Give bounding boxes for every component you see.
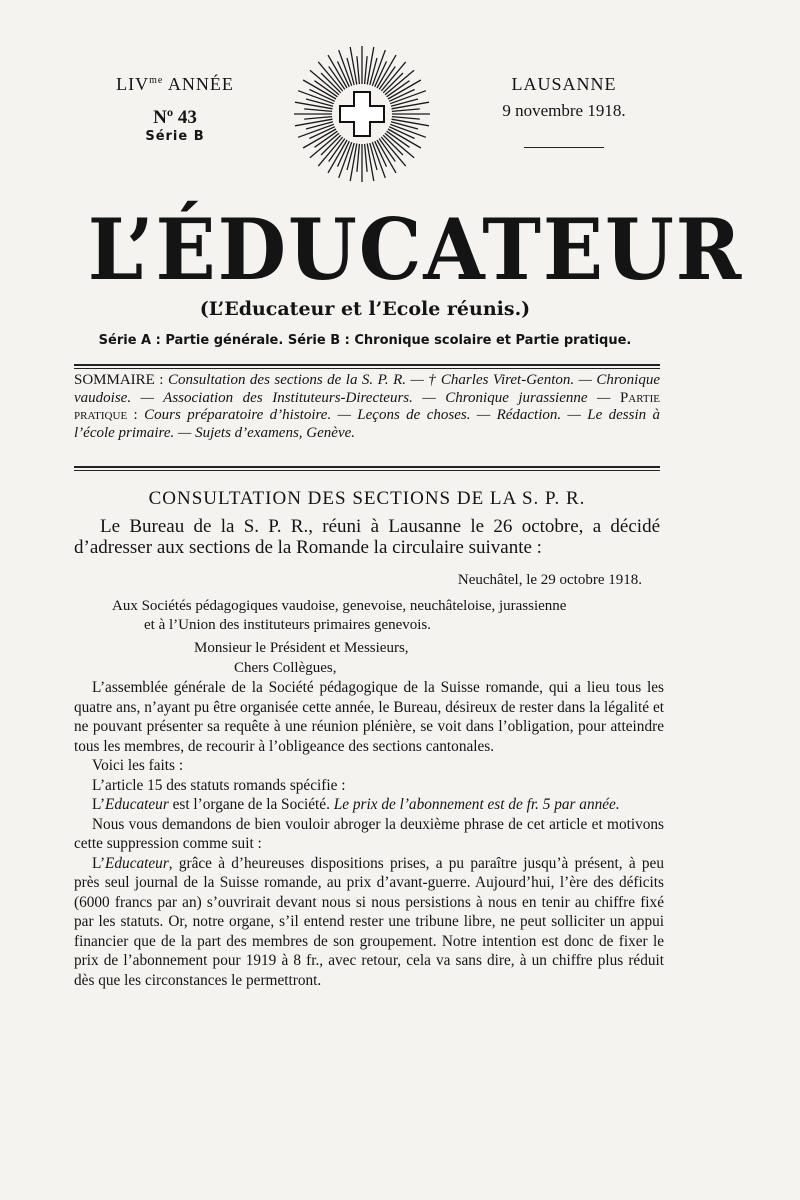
text-quote: Le prix de l’abonnement est de fr. 5 par année. [333, 796, 620, 813]
text: , grâce à d’heureuses dispositions prises, a pu paraître jusqu’à présent, à peu près seul journal de la Suisse romande, au prix d’avant-guerre. Aujourd’hui, l’ère des déficits (6000 francs par an) s’ouvrirait devant nous si nous persistions à nous en tenir au chiffre fixé par les statuts. Or, notre organe, s’il entend rester une tribune libre, ne peut solliciter un appui financier que de la part des membres de son groupement. Notre intention est donc de fixer le prix de l’abonnement pour 1919 à 8 fr., avec retour, cela va sans dire, à un chiffre plus réduit dès que les circonstances le permettront. [74, 854, 664, 989]
sommaire-partie-pratique: Partie pratique : [74, 389, 661, 423]
city: LAUSANNE [511, 74, 617, 94]
date-rule [524, 147, 604, 148]
addressee-line-1: Aux Sociétés pédagogiques vaudoise, genevoise, neuchâteloise, jurassienne [112, 598, 567, 614]
salutation-line-2: Chers Collègues, [234, 659, 337, 676]
sommaire-label: SOMMAIRE : [74, 372, 164, 388]
paragraph [74, 854, 664, 991]
paragraph: Nous vous demandons de bien vouloir abroger la deuxième phrase de cet article et motivons cette suppression comme suit : [74, 815, 664, 852]
letter-body [74, 678, 664, 990]
year-word: ANNÉE [167, 74, 234, 94]
text-educateur: Educateur [105, 796, 169, 813]
series-description: Série A : Partie générale. Série B : Chronique scolaire et Partie pratique. [98, 333, 632, 348]
letter-place-date: Neuchâtel, le 29 octobre 1918. [457, 572, 642, 588]
addressee-line-2: et à l’Union des instituteurs primaires genevois. [144, 617, 432, 633]
article-title: CONSULTATION DES SECTIONS DE LA S. P. R. [148, 488, 586, 509]
article-intro: Le Bureau de la S. P. R., réuni à Lausanne le 26 octobre, a décidé d’adresser aux sections de la Romande la circulaire suivante : [74, 516, 660, 558]
masthead-subtitle: (L’Educateur et l’Ecole réunis.) [199, 298, 531, 320]
sommaire-part2: Cours préparatoire d’histoire. — Leçons de choses. — Rédaction. — Le dessin à l’école primaire. — Sujets d’examens, Genève. [74, 407, 661, 441]
paragraph: L’article 15 des statuts romands spécifie : [92, 776, 346, 794]
paragraph: L’assemblée générale de la Société pédagogique de la Suisse romande, qui a lieu tous les quatre ans, n’ayant pu être organisée cette année, le Bureau, désireux de rester dans la légalité et ne pouvant présenter sa requête à une réunion plénière, se voit dans l’obligation, pour atteindre tous les membres, de recourir à l’obligeance des sections cantonales. [74, 679, 664, 755]
salutation-line-1: Monsieur le Président et Messieurs, [194, 640, 409, 656]
place-date-box [466, 74, 662, 148]
issue-number: Nº 43 [153, 107, 197, 128]
paragraph [74, 795, 664, 815]
divider-top [74, 364, 660, 369]
sommaire-part1: Consultation des sections de la S. P. R. — † Charles Viret-Genton. — Chronique vaudoise. — Association des Instituteurs-Directeurs. — Chronique jurassienne — [74, 372, 660, 406]
paragraph: Voici les faits : [92, 757, 184, 774]
text: est l’organe de la Société. [168, 796, 334, 813]
divider-bottom [74, 466, 660, 471]
text: L’ [92, 854, 106, 872]
issue-series: Série B [145, 129, 205, 144]
swiss-cross-emblem-icon [292, 40, 432, 188]
volume-year [100, 74, 250, 95]
letter-addressee [74, 597, 660, 635]
masthead-title: L’ÉDUCATEUR [87, 200, 744, 299]
issue-date: 9 novembre 1918. [502, 101, 626, 120]
text: L’ [92, 796, 106, 813]
sommaire [74, 372, 660, 442]
issue-info [100, 74, 250, 144]
year-roman: LIV [116, 74, 150, 94]
text-educateur: Educateur [105, 854, 169, 872]
year-suffix: me [149, 75, 164, 86]
letter-salutation [74, 639, 660, 678]
